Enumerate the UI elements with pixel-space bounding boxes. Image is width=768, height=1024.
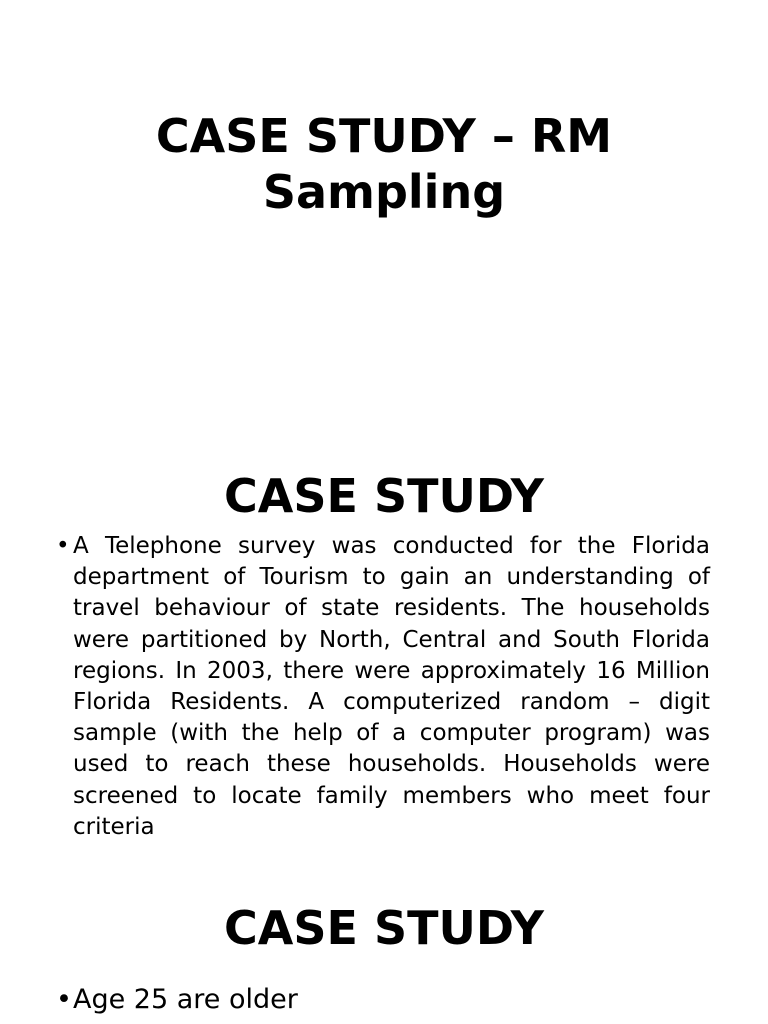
slide-title-heading [0, 108, 768, 220]
slide-case-study-1 [0, 432, 768, 864]
bullet-text: A Telephone survey was conducted for the Florida department of Tourism to gain an understanding of travel behaviour of state residents. The households were partitioned by North, Central and South Florida regions. In 2003, there were approximately 16 Million Florida Residents. A computerized random – digit sample (with the help of a computer program) was used to reach these households. Households were screened to locate family members who meet four criteria [73, 533, 710, 840]
bullet-item [56, 531, 710, 843]
title-line-1: CASE STUDY – RM [155, 109, 613, 163]
bullet-item [56, 982, 710, 1018]
bullet-marker: • [56, 984, 72, 1015]
slide-heading: CASE STUDY [224, 469, 544, 523]
bullet-list [56, 982, 710, 1018]
bullet-marker: • [56, 533, 70, 559]
slide-title [0, 0, 768, 432]
slide-heading: CASE STUDY [224, 901, 544, 955]
bullet-list [56, 531, 710, 843]
bullet-text: Age 25 are older [73, 984, 298, 1015]
title-line-2: Sampling [262, 165, 506, 219]
slide-case-study-2 [0, 864, 768, 1024]
